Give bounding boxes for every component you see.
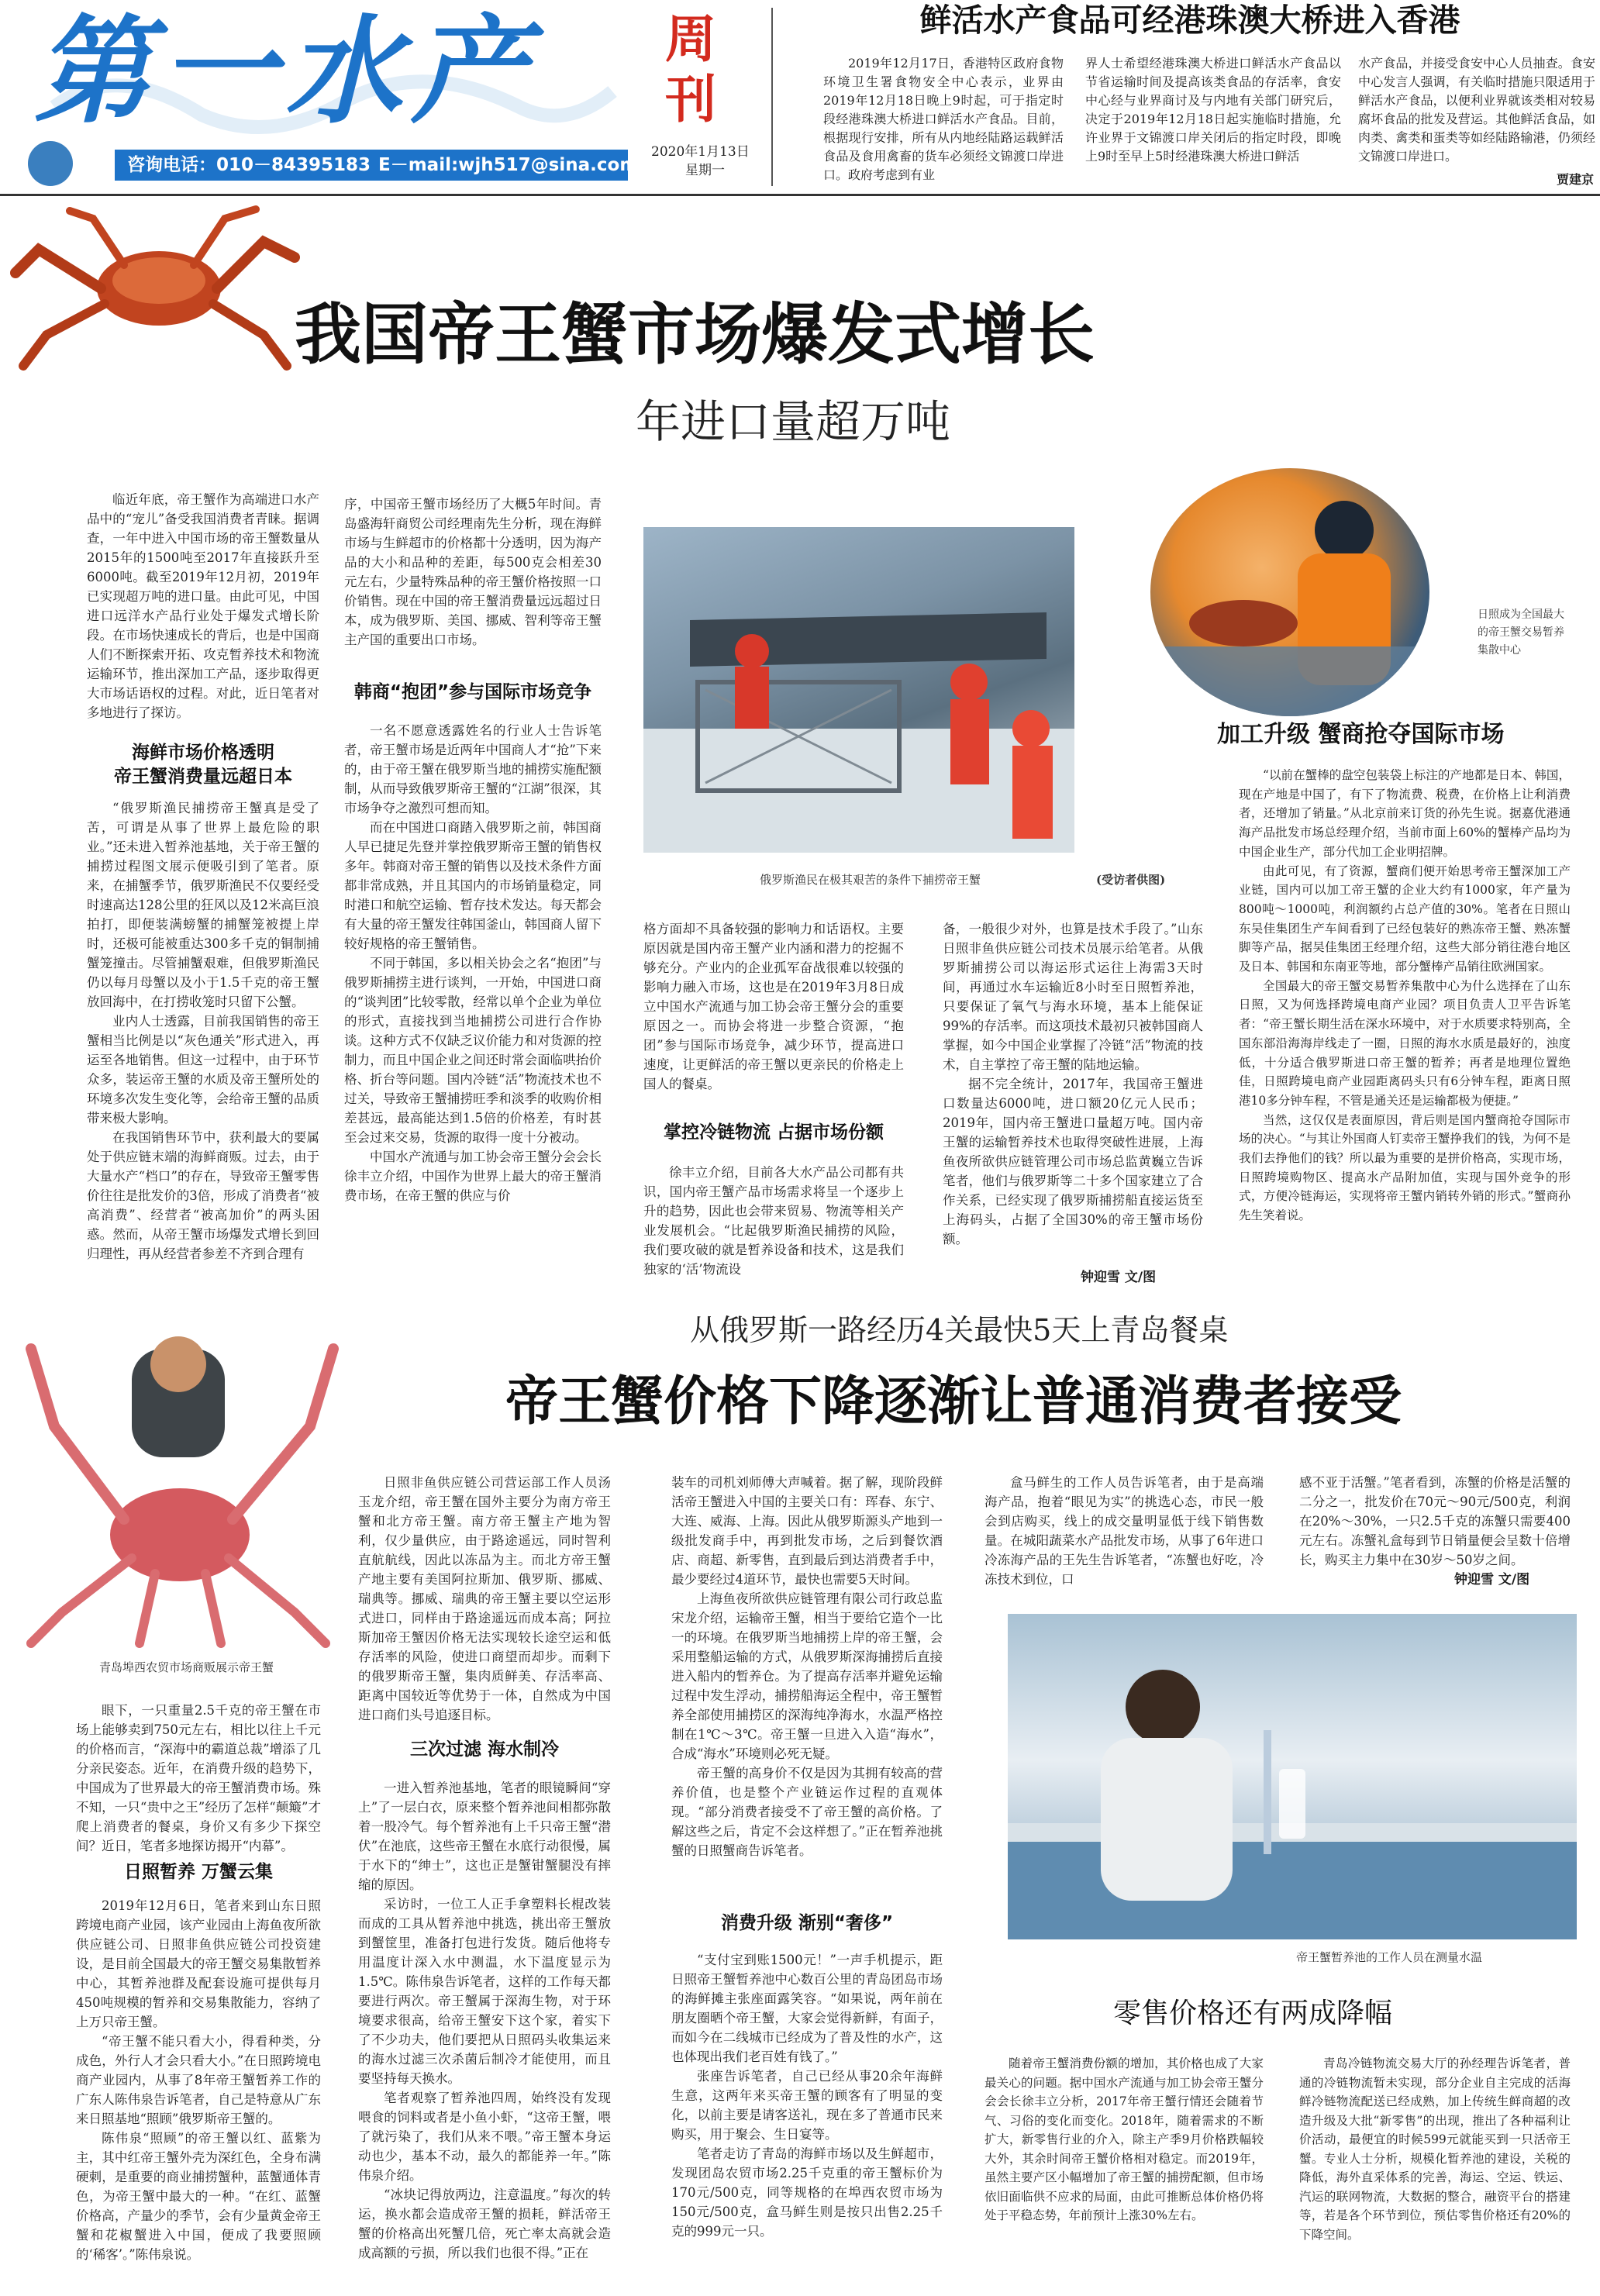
paragraph: “帝王蟹不能只看大小，得看种类，分成色，外行人才会只看大小。”在日照跨境电商产业园内，从事了8年帝王蟹暂养工作的广东人陈伟泉告诉笔者，自己是特意从广东来日照基地“照顾”俄罗斯帝王蟹的。 <box>76 2034 321 2126</box>
second-col-2-bottom <box>358 1778 611 2288</box>
paragraph: 备，一般很少对外，也算是技术手段了。”山东日照非鱼供应链公司技术员展示给笔者。从俄罗斯捕捞公司以海运形式运往上海需3天时间，再通过水车运输近8小时至日照暂养池，只要保证了氧气与海水环境，基本上能保证99%的存活率。而这项技术最初只被韩国商人掌握，如今中国企业掌握了冷链“活”物流的技术，自主掌控了帝王蟹的陆地运输。 <box>943 922 1203 1072</box>
paragraph: 装车的司机刘师傅大声喊着。据了解，现阶段鲜活帝王蟹进入中国的主要关口有：珲春、东宁、大连、威海、上海。因此从俄罗斯源头产地到一级批发商手中，再到批发市场，之后到餐饮酒店、商超、新零售，直到最后到达消费者手中，最少要经过4道环节，最快也需要5天时间。 <box>671 1475 943 1587</box>
lead-subhead: 年进口量超万吨 <box>636 395 951 448</box>
retail-col-2 <box>1299 2054 1571 2284</box>
second-byline: 钟迎雪 文/图 <box>1454 1572 1530 1588</box>
second-left-top <box>76 1701 321 1857</box>
top-news-col-3 <box>1358 54 1595 175</box>
crab-illustration <box>8 203 302 374</box>
lead-col-1-bottom <box>87 798 319 1290</box>
paragraph: 2019年12月6日，笔者来到山东日照跨境电商产业园，该产业园由上海鱼夜所欲供应链公司、日照非鱼供应链公司投资建设，是目前全国最大的帝王蟹交易集散暂养中心，其暂养池群及配套设施可提供每月450吨规模的暂养和交易集散能力，容纳了上万只帝王蟹。 <box>76 1898 321 2029</box>
top-news-byline: 贾建京 <box>1556 172 1594 187</box>
paragraph: “冰块记得放两边，注意温度。”每次的转运，换水都会造成帝王蟹的损耗，鲜活帝王蟹的价格高出死蟹几倍，死亡率太高就会造成高额的亏损，所以我们也很不得。”正在 <box>358 2187 611 2260</box>
water-temp-scene <box>1008 1614 1577 1939</box>
lead-col-2-top <box>344 495 602 673</box>
paragraph: 盒马鲜生的工作人员告诉笔者，由于是高端海产品，抱着“眼见为实”的挑选心态，市民一般会到店购买，线上的成交量明显低于线下销售数量。在城阳蔬菜水产品批发市场，从事了6年进口冷冻海产品的王先生告诉笔者，“冻蟹也好吃，冷冻技术到位，口 <box>984 1475 1264 1587</box>
paragraph: 格方面却不具备较强的影响力和话语权。主要原因就是国内帝王蟹产业内涵和潜力的挖掘不够充分。产业内的企业孤军奋战很难以较强的影响力融入市场，这也是在2019年3月8日成立中国水产流通与加工协会帝王蟹分会的重要原因之一。而协会将进一步整合资源，“抱团”参与国际市场竞争，减少环节，提高进口速度，让更鲜活的帝王蟹以更亲民的价格走上国人的餐桌。 <box>643 922 904 1091</box>
paragraph: “俄罗斯渔民捕捞帝王蟹真是受了苦，可谓是从事了世界上最危险的职业。”还未进入暂养池基地，关于帝王蟹的捕捞过程图文展示便吸引到了笔者。原来，在捕蟹季节，俄罗斯渔民不仅要经受时速高达128公里的狂风以及12米高巨浪拍打，即便装满螃蟹的捕蟹笼被提上岸时，还极可能被重达300多千克的铜制捕蟹笼撞击。尽管捕蟹艰难，但俄罗斯渔民仍以每月母蟹以及小于1.5千克的帝王蟹放回海中，在打捞收笼时只留下公蟹。 <box>87 801 319 1009</box>
lead-col-3-bottom <box>643 1163 904 1290</box>
paragraph: 日照非鱼供应链公司营运部工作人员汤玉龙介绍，帝王蟹在国外主要分为南方帝王蟹和北方帝王蟹。南方帝王蟹主产地为智利，仅少量供应，由于路途遥远，同时智利直航航线，因此以冻品为主。而北方帝王蟹产地主要有美国阿拉斯加、俄罗斯、挪威、瑞典等。挪威、瑞典的帝王蟹主要以空运形式进口，同样由于路途遥远而成本高；阿拉斯加帝王蟹因价格无法实现较长途空运和低存活率的风险，使进口商望而却步。而剩下的俄罗斯帝王蟹，集肉质鲜美、存活率高、距离中国较近等优势于一体，自然成为中国进口商们头号追逐目标。 <box>358 1475 611 1722</box>
paragraph: 由此可见，有了资源，蟹商们便开始思考帝王蟹深加工产业链，国内可以加工帝王蟹的企业大约有1000家，年产量为800吨～1000吨，利润额约占总产值的30%。笔者在日照山东吴佳集团生产车间看到了已经包装好的熟冻帝王蟹、熟冻蟹脚等产品，据吴佳集团王经理介绍，这些大部分销往港台地区及日本、韩国和东南亚等地，部分蟹棒产品销往欧洲国家。 <box>1239 864 1571 974</box>
second-left-subheading: 日照暂养 万蟹云集 <box>123 1862 273 1882</box>
paragraph: 中国水产流通与加工协会帝王蟹分会会长徐丰立介绍，中国作为世界上最大的帝王蟹消费市场，在帝王蟹的供应与价 <box>344 1150 602 1203</box>
second-col-4 <box>984 1473 1264 1594</box>
paragraph: 水产食品，并接受食安中心人员抽查。食安中心发言人强调，有关临时措施只限适用于鲜活水产食品，以便利业界就该类相对较易腐坏食品的批发及营运。其他鲜活食品，如肉类、禽类和蛋类等如经陆路输港，仍须经文锦渡口岸进口。 <box>1358 56 1595 164</box>
lead-col-2-subheading: 韩商“抱团”参与国际市场竞争 <box>353 682 592 702</box>
masthead-bottom-rule <box>0 194 1600 196</box>
paragraph: 笔者观察了暂养池四周，始终没有发现喂食的饲料或者是小鱼小虾，“这帝王蟹，喂了就污染了，我们从来不喂。”帝王蟹本身运动也少，基本不动，最久的都能养一年。”陈伟泉介绍。 <box>358 2091 611 2183</box>
side-story-body <box>1239 766 1571 1296</box>
paragraph: 青岛冷链物流交易大厅的孙经理告诉笔者，普通的冷链物流暂未实现，部分企业自主完成的活海鲜冷链物流配送已经成熟，加上传统生鲜商超的改造升级及大批“新零售”的出现，推出了各种福利让价活动，最便宜的时候599元就能买到一只活帝王蟹。专业人士分析，规模化暂养池的建设，关税的降低，海外直采体系的完善，海运、空运、铁运、汽运的联网物流，大数据的整合，融资平台的搭建等，若是各个环节到位，预估零售价格还有20%的下降空间。 <box>1299 2056 1571 2242</box>
paragraph: 上海鱼夜所欲供应链管理有限公司行政总监宋龙介绍，运输帝王蟹，相当于要给它造个一比一的环境。在俄罗斯当地捕捞上岸的帝王蟹，会采用整船运输的方式，从俄罗斯深海捕捞后直接进入船内的暂养仓。为了提高存活率并避免运输过程中发生浮动，捕捞船海运全程中，帝王蟹暂养全部使用捕捞区的深海纯净海水，水温严格控制在1℃～3℃。帝王蟹一旦进入入造“海水”，合成“海水”环境则必死无疑。 <box>671 1591 943 1761</box>
second-left-bottom <box>76 1896 321 2288</box>
paragraph: 笔者走访了青岛的海鲜市场以及生鲜超市，发现团岛农贸市场2.25千克重的帝王蟹标价为170元/500克，同等规格的在埠西农贸市场为150元/500克，盒马鲜生则是按只出售2.25千克的999元一只。 <box>671 2146 943 2239</box>
lead-col-1-top <box>87 490 319 738</box>
paragraph: 序，中国帝王蟹市场经历了大概5年时间。青岛盛海轩商贸公司经理南先生分析，现在海鲜市场与生鲜超市的价格都十分透明，因为海产品的大小和品种的差距，每500克会相差30元左右，少量特殊品种的帝王蟹价格按照一口价销售。现在中国的帝王蟹消费量远远超过日本，成为俄罗斯、美国、挪威、智利等帝王蟹主产国的重要出口市场。 <box>344 497 602 647</box>
paragraph: 在我国销售环节中，获利最大的要属处于供应链末端的海鲜商贩。过去，由于大量水产“档口”的存在，导致帝王蟹零售价往往是批发价的3倍，形成了消费者“被高消费”、经营者“被高加价”的两头困惑。然而，从帝王蟹市场爆发式增长到回归理性，再从经营者参差不齐到合理有 <box>87 1130 319 1261</box>
paragraph: “以前在蟹棒的盘空包装袋上标注的产地都是日本、韩国，现在产地是中国了，有下了物流费、税费，在价格上让利消费者，还增加了销量。”从北京前来订货的孙先生说。据嘉优港通海产品批发市场总经理介绍，当前市面上60%的蟹棒产品均为中国企业生产，部分代加工企业明招牌。 <box>1239 768 1571 859</box>
photo-circle-caption: 日照成为全国最大的帝王蟹交易暂养集散中心 <box>1478 608 1564 657</box>
masthead-logo <box>28 141 73 186</box>
top-news-col-2 <box>1085 54 1341 192</box>
masthead-title: 第一水产 <box>34 5 537 140</box>
lead-byline: 钟迎雪 文/图 <box>1081 1270 1157 1285</box>
masthead-divider <box>771 8 773 186</box>
photo-circle-worker <box>1150 468 1429 716</box>
second-col-3-bottom <box>671 1950 943 2288</box>
photo-fishermen-credit: (受访者供图) <box>1096 873 1166 887</box>
weekly-label: 周刊 <box>665 9 716 129</box>
paragraph: 张座告诉笔者，自己已经从事20余年海鲜生意，这两年来买帝王蟹的顾客有了明显的变化，以前主要是请客送礼，现在多了普通市民来购买，用于聚会、生日宴等。 <box>671 2069 943 2142</box>
second-col-2-subheading: 三次过滤 海水制冷 <box>409 1739 559 1760</box>
lead-col-4 <box>943 919 1203 1273</box>
lead-col-2-bottom <box>344 721 602 1290</box>
second-col-3-subheading: 消费升级 渐别“奢侈” <box>720 1913 894 1933</box>
paragraph: 业内人士透露，目前我国销售的帝王蟹相当比例是以“灰色通关”形式进入，再运至各地销售。但这一过程中，由于环节众多，装运帝王蟹的水质及帝王蟹所处的环境多次发生变化等，会给帝王蟹的品质带来极大影响。 <box>87 1014 319 1126</box>
photo-fishermen <box>643 527 1074 853</box>
issue-weekday: 星期一 <box>685 163 725 178</box>
photo-vendor-crab <box>0 1302 357 1651</box>
email-text: E－mail:wjh517@sina.com <box>378 155 639 175</box>
lead-col-3-subheading: 掌控冷链物流 占据市场份额 <box>663 1122 884 1143</box>
paragraph: 眼下，一只重量2.5千克的帝王蟹在市场上能够卖到750元左右，相比以往上千元的价格而言，“深海中的霸道总裁”增添了几分亲民姿态。近年，在消费升级的趋势下，中国成为了世界最大的帝王蟹消费市场。殊不知，一只“贵中之王”经历了怎样“颠簸”才爬上消费者的餐桌，身价又有多少下探空间？近日，笔者多地探访揭开“内幕”。 <box>76 1703 321 1853</box>
lead-headline: 我国帝王蟹市场爆发式增长 <box>295 295 1095 374</box>
second-col-2-top <box>358 1473 611 1743</box>
fishermen-scene <box>643 527 1074 853</box>
paragraph: 感不亚于活蟹。”笔者看到，冻蟹的价格是活蟹的二分之一，批发价在70元～90元/500克，利润在20%～30%，一只2.5千克的冻蟹只需要400元左右。冻蟹礼盒每到节日销量便会呈数十倍增长，购买主力集中在30岁～50岁之间。 <box>1299 1475 1571 1567</box>
paragraph: 一名不愿意透露姓名的行业人士告诉笔者，帝王蟹市场是近两年中国商人才“抢”下来的，由于帝王蟹在俄罗斯当地的捕捞实施配额制，从而导致俄罗斯帝王蟹的“江湖”很深，其市场争夺之激烈可想而知。 <box>344 723 602 815</box>
second-headline: 帝王蟹价格下降逐渐让普通消费者接受 <box>505 1370 1402 1432</box>
photo-water-temp <box>1008 1614 1577 1939</box>
paragraph: 2019年12月17日，香港特区政府食物环境卫生署食物安全中心表示，业界由2019年12月18日晚上9时起，可于指定时段经港珠澳大桥进口鲜活水产食品。目前，根据现行安排，所有从内地经陆路运载鲜活食品及食用禽畜的货车必须经文锦渡口岸进口。政府考虑到有业 <box>823 56 1064 182</box>
lead-col-3-top <box>643 919 904 1116</box>
retail-title: 零售价格还有两成降幅 <box>1113 1998 1393 2029</box>
paragraph: 而在中国进口商踏入俄罗斯之前，韩国商人早已捷足先登并掌控俄罗斯帝王蟹的销售权多年。韩商对帝王蟹的销售以及技术条件方面都非常成熟，并且其国内的市场销量稳定，同时港口和航空运输、暂存技术发达。每天都会有大量的帝王蟹发往韩国釜山，韩国商人留下较好规格的帝王蟹销售。 <box>344 820 602 951</box>
paragraph: 帝王蟹的高身价不仅是因为其拥有较高的营养价值，也是整个产业链运作过程的直观体现。“部分消费者接受不了帝王蟹的高价格。了解这些之后，肯定不会这样想了。”正在暂养池挑蟹的日照蟹商告诉笔者。 <box>671 1766 943 1858</box>
paragraph: 采访时，一位工人正手拿塑料长棍改装而成的工具从暂养池中挑选，挑出帝王蟹放到蟹筐里，准备打包进行发货。随后他将专用温度计深入水中测温，水下温度显示为1.5℃。陈伟泉告诉笔者，这样的工作每天都要进行两次。帝王蟹属于深海生物，对于环境要求很高，给帝王蟹安下这个家，着实下了不少功夫，他们要把从日照码头收集运来的海水过滤三次杀菌后制冷才能使用，而且要坚持每天换水。 <box>358 1897 611 2086</box>
hotline-text: 咨询电话：010－84395183 <box>127 155 371 175</box>
issue-date: 2020年1月13日 <box>651 144 750 160</box>
photo-vendor-caption: 青岛埠西农贸市场商贩展示帝王蟹 <box>99 1660 274 1674</box>
lead-col-1-subheading: 海鲜市场价格透明 帝王蟹消费量远超日本 <box>114 743 292 787</box>
paragraph: 陈伟泉“照顾”的帝王蟹以红、蓝紫为主，其中红帝王蟹外壳为深红色，全身布满硬刺，是重要的商业捕捞蟹种，蓝蟹通体青色，为帝王蟹中最大的一种。“在红、蓝蟹价格高，产量少的季节，会有少量黄金帝王蟹和花椒蟹进入中国，便成了我要照顾的‘稀客’。”陈伟泉说。 <box>76 2131 321 2262</box>
second-kicker: 从俄罗斯一路经历4关最快5天上青岛餐桌 <box>690 1313 1229 1347</box>
paragraph: “支付宝到账1500元！”一声手机提示，距日照帝王蟹暂养池中心数百公里的青岛团岛市场的海鲜摊主张座面露笑容。“如果说，两年前在朋友圈晒个帝王蟹，大家会觉得新鲜，有面子，而如今在二线城市已经成为了普及性的水产，这也体现出我们老百姓有钱了。” <box>671 1953 943 2064</box>
photo-fishermen-caption: 俄罗斯渔民在极其艰苦的条件下捕捞帝王蟹 <box>760 873 981 887</box>
paragraph: 据不完全统计，2017年，我国帝王蟹进口数量达6000吨，进口额20亿元人民币；2019年，国内帝王蟹进口量超万吨。国内帝王蟹的运输暂养技术也取得突破性进展，上海鱼夜所欲供应链管理公司市场总监黄巍立告诉笔者，他们与俄罗斯等二十多个国家建立了合作关系，已经实现了俄罗斯捕捞船直接运货至上海码头，占据了全国30%的帝王蟹市场份额。 <box>943 1077 1203 1246</box>
retail-col-1 <box>984 2054 1264 2284</box>
paragraph: 临近年底，帝王蟹作为高端进口水产品中的“宠儿”备受我国消费者青睐。据调查，一年中进入中国市场的帝王蟹数量从2015年的1500吨至2017年直接跃升至6000吨。截至2019年12月初，2019年已实现超万吨的进口量。由此可见，中国进口远洋水产品行业处于爆发式增长阶段。在市场快速成长的背后，也是中国商人们不断探索开拓、攻克暂养技术和物流运输环节，推出深加工产品，逐步取得更大市场话语权的过程。对此，近日笔者对多地进行了探访。 <box>87 492 319 720</box>
second-col-3-top <box>671 1473 943 1907</box>
paragraph: 一进入暂养池基地，笔者的眼镜瞬间“穿上”了一层白衣，原来整个暂养池间相都弥散着一股冷气。每个暂养池有上千只帝王蟹“潜伏”在池底，这些帝王蟹在水底行动很慢，属于水下的“绅士”，这也正是蟹钳蟹腿没有摔缩的原因。 <box>358 1781 611 1892</box>
photo-water-temp-caption: 帝王蟹暂养池的工作人员在测量水温 <box>1296 1950 1483 1964</box>
paragraph: 不同于韩国，多以相关协会之名“抱团”与俄罗斯捕捞主进行谈判，一开始，中国进口商的“谈判团”比较零散，经常以单个企业为单位的形式，直接找到当地捕捞公司进行合作协谈。这种方式不仅缺乏议价能力和对货源的控制力，而且中国企业之间还时常会面临哄抬价格、折台等问题。国内冷链“活”物流技术也不过关，导致帝王蟹捕捞旺季和淡季的收购价相差甚远，最高能达到1.5倍的价格差，有时甚至会过来交易，货源的取得一度十分被动。 <box>344 956 602 1145</box>
paragraph: 徐丰立介绍，目前各大水产品公司都有共识，国内帝王蟹产品市场需求将呈一个逐步上升的趋势，因此也会带来贸易、物流等相关产业发展机会。“比起俄罗斯渔民捕捞的风险，我们要攻破的就是暂养设备和技术，这是我们独家的‘活’物流设 <box>643 1165 904 1277</box>
vendor-scene <box>0 1302 357 1651</box>
top-news-title: 鲜活水产食品可经港珠澳大桥进入香港 <box>919 2 1460 39</box>
paragraph: 随着帝王蟹消费份额的增加，其价格也成了大家最关心的问题。据中国水产流通与加工协会帝王蟹分会会长徐丰立分析，2017年帝王蟹行情还会随着节气、习俗的变化而变化。2018年，随着需求的不断扩大，新零售行业的介入，除主产季9月价格跌幅较大外，其余时间帝王蟹价格相对稳定。而2019年，虽然主要产区小幅增加了帝王蟹的捕捞配额，但市场依旧面临供不应求的局面，由此可推断总体价格仍将处于平稳态势，年前预计上涨30%左右。 <box>984 2056 1264 2222</box>
paragraph: 界人士希望经港珠澳大桥进口鲜活水产食品以节省运输时间及提高该类食品的存活率，食安中心经与业界商讨及与内地有关部门研究后，决定于2019年12月18日起实施临时措施，允许业界于文锦渡口岸关闭后的指定时段，即晚上9时至早上5时经港珠澳大桥进口鲜活 <box>1085 56 1341 164</box>
paragraph: 当然，这仅仅是表面原因，背后则是国内蟹商抢夺国际市场的决心。“与其让外国商人钉卖帝王蟹挣我们的钱，为何不是我们去挣他们的钱？所以最为重要的是拼价格高，实现市场，日照跨境购物区、提高水产品附加值，实现与国外竞争的形式，方便冷链海运，实现将帝王蟹内销转外销的形式。”蟹商孙先生笑着说。 <box>1239 1112 1571 1223</box>
side-story-title: 加工升级 蟹商抢夺国际市场 <box>1217 721 1505 748</box>
paragraph: 全国最大的帝王蟹交易暂养集散中心为什么选择在了山东日照，又为何选择跨境电商产业园？项目负责人卫平告诉笔者：“帝王蟹长期生活在深水环境中，对于水质要求特别高，全国东部沿海海岸线走了一圈，日照的海水水质是最好的，浊度低，十分适合俄罗斯进口帝王蟹的暂养；再者是地理位置绝佳，日照跨境电商产业园距离码头只有6分钟车程，距离日照港10多分钟车程，不管是通关还是运输都极为便捷。” <box>1239 978 1571 1108</box>
top-news-col-1 <box>823 54 1064 192</box>
masthead-contact-bar <box>115 150 639 181</box>
worker-scene <box>1150 468 1429 716</box>
second-col-5 <box>1299 1473 1571 1594</box>
